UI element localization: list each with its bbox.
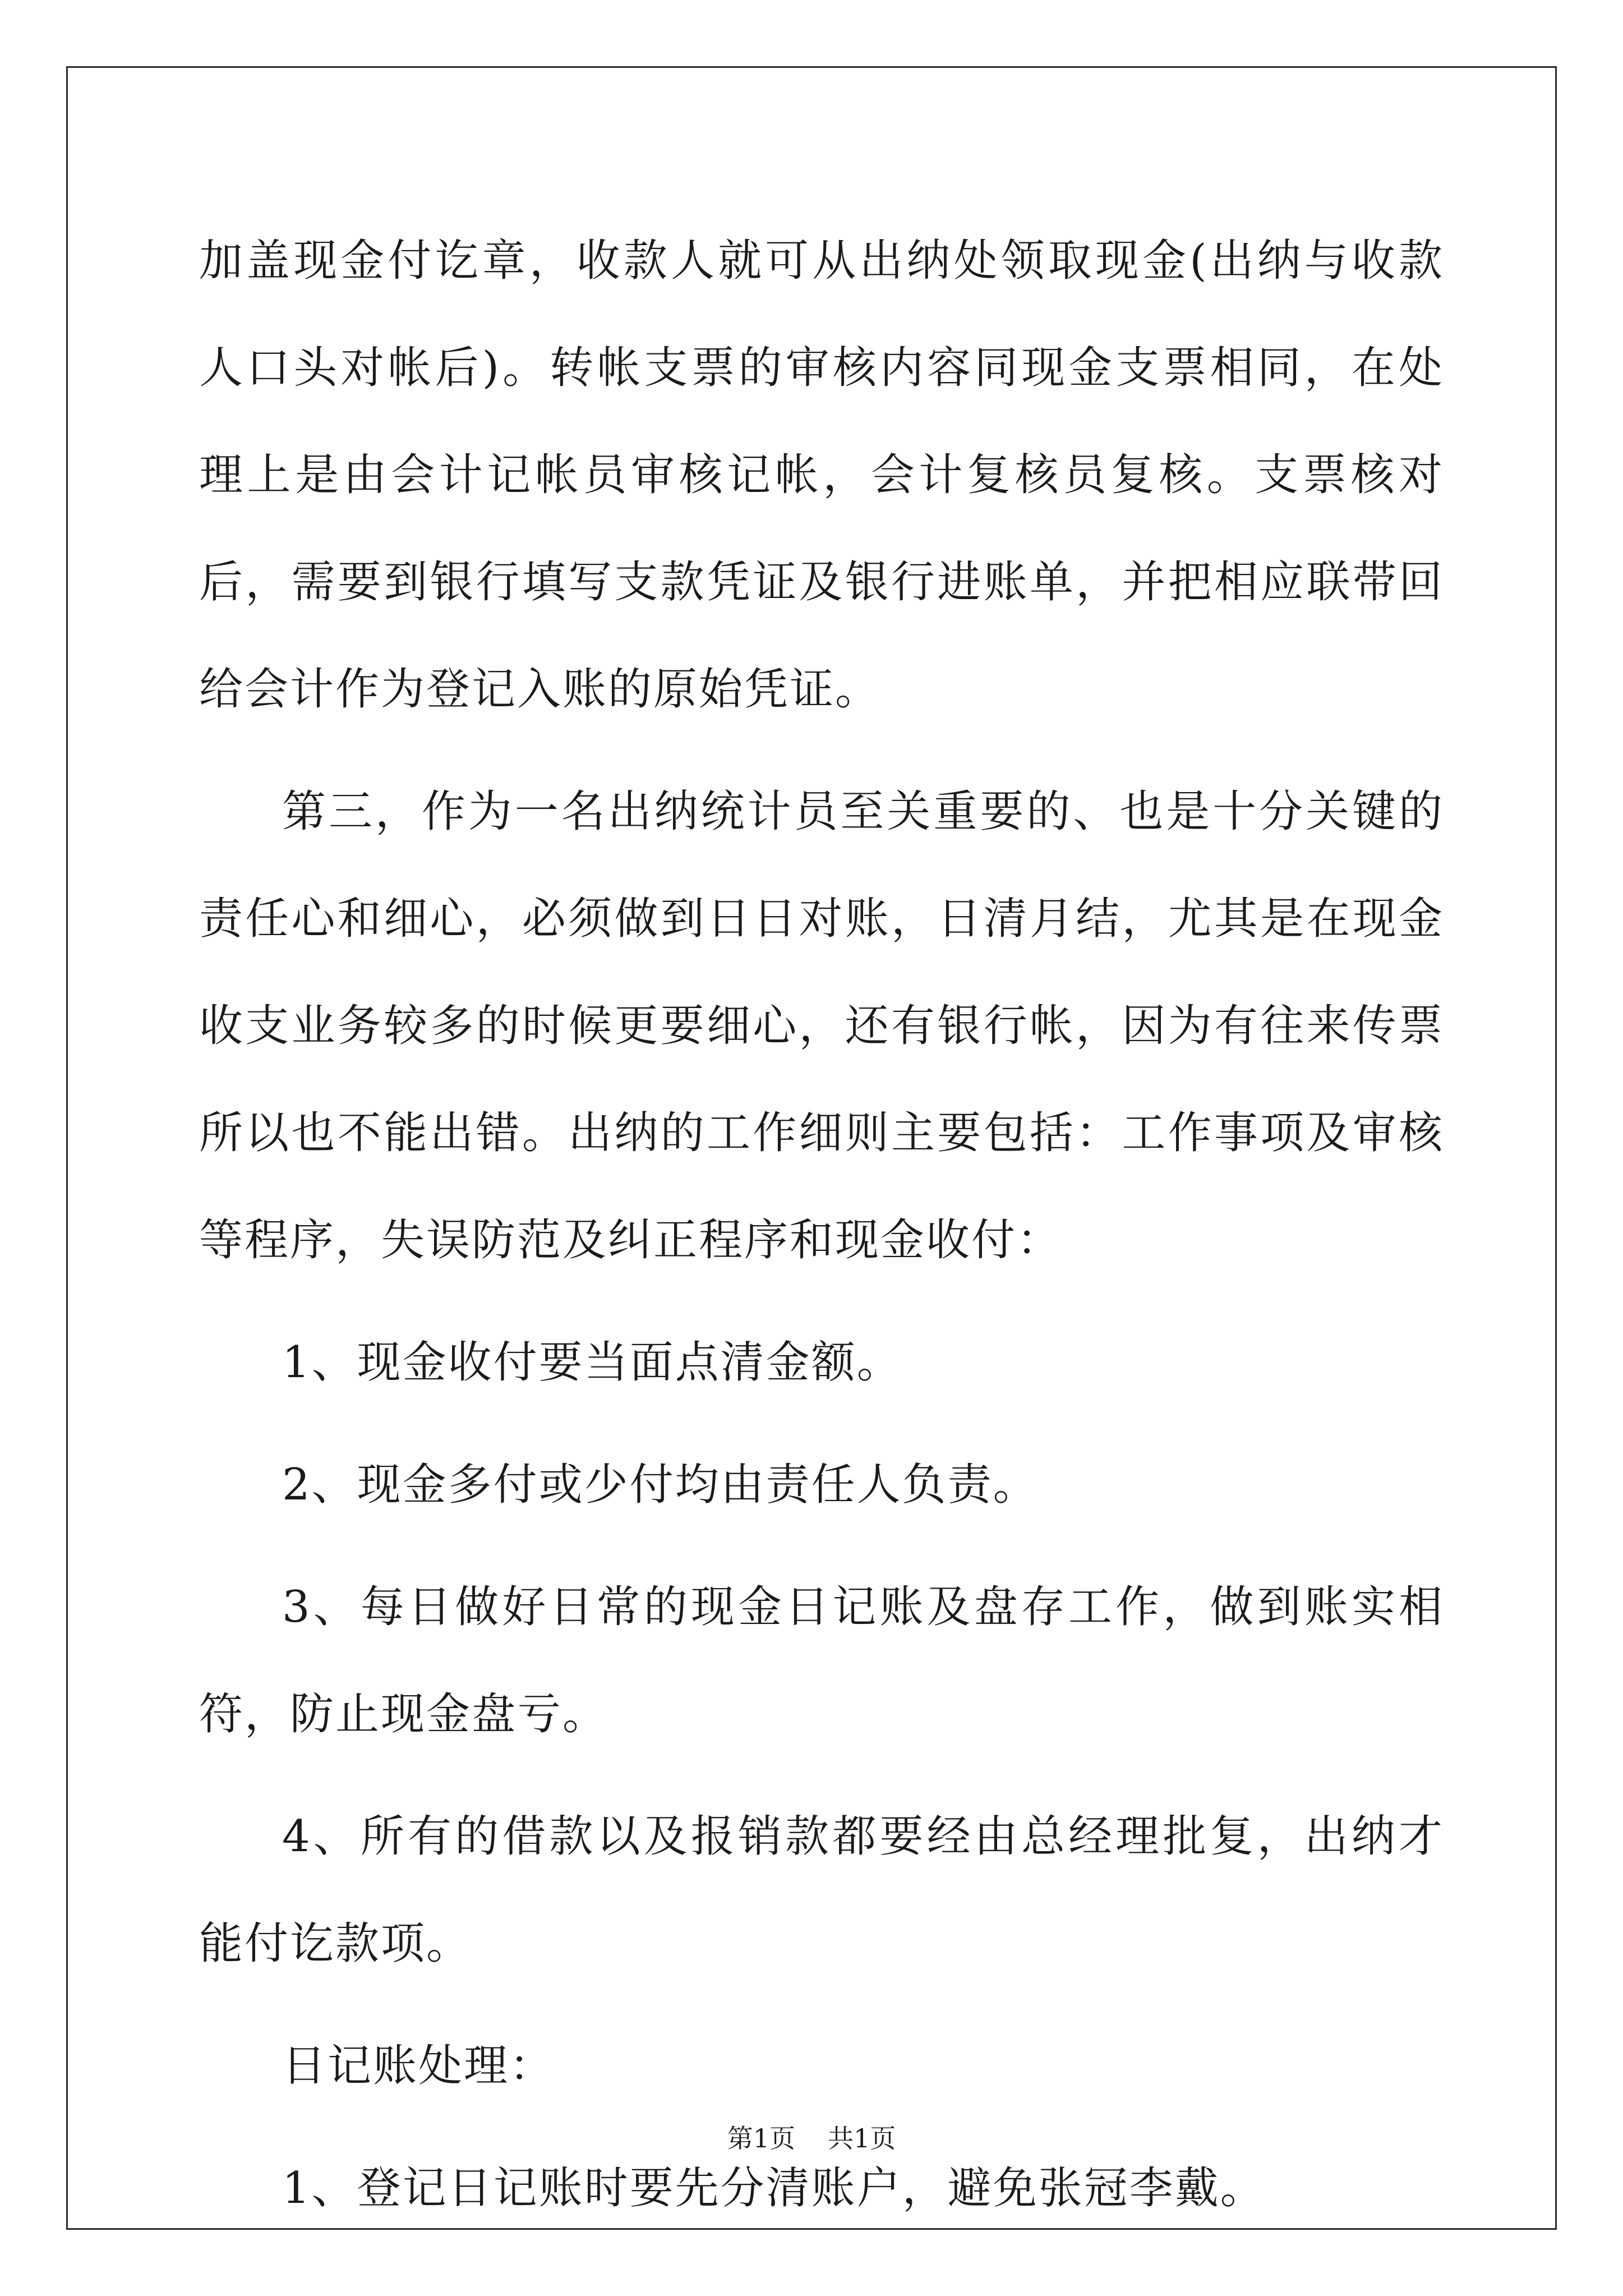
list-item-3: 3、每日做好日常的现金日记账及盘存工作，做到账实相符，防止现金盘亏。 [199,1582,1444,1740]
paragraph-continuation: 加盖现金付讫章，收款人就可从出纳处领取现金(出纳与收款人口头对帐后)。转帐支票的审核内容同现金支票相同，在处理上是由会计记帐员审核记帐，会计复核员复核。支票核对后，需要到银行填写支款凭证及银行进账单，并把相应联带回给会计作为登记入账的原始凭证。 [199,236,1444,715]
list-item-1: 1、现金收付要当面点清金额。 [282,1337,902,1388]
list-item-4: 4、所有的借款以及报销款都要经由总经理批复，出纳才能付讫款项。 [199,1811,1444,1969]
journal-list-item-1: 1、登记日记账时要先分清账户，避免张冠李戴。 [282,2163,1266,2214]
section-heading-journal: 日记账处理： [282,2041,555,2091]
page-footer [0,2122,1623,2155]
list-item-2: 2、现金多付或少付均由责任人负责。 [282,1460,1039,1510]
page-total: 共1页 [828,2123,896,2154]
document-body [199,208,1444,2257]
paragraph-third-point: 第三，作为一名出纳统计员至关重要的、也是十分关键的责任心和细心，必须做到日日对账，日清月结，尤其是在现金收支业务较多的时候更要细心，还有银行帐，因为有往来传票所以也不能出错。出纳的工作细则主要包括：工作事项及审核等程序，失误防范及纠正程序和现金收付： [199,786,1444,1266]
page-number: 第1页 [727,2123,795,2154]
